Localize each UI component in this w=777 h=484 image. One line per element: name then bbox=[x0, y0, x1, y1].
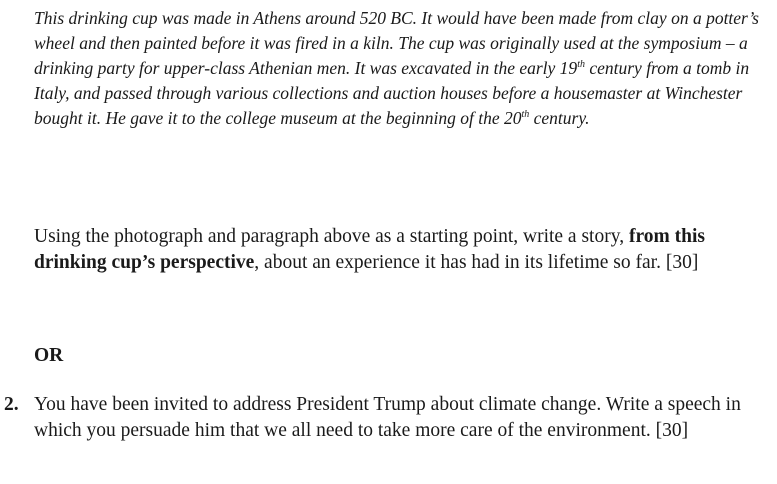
intro-text-part-2: century from a tomb in Italy, and passed through various collections and auction houses before a housemaster at Winchester bought it. He gave it to the college museum at the beginning of the 20 bbox=[34, 58, 750, 128]
intro-superscript-1: th bbox=[577, 59, 585, 71]
question-2 bbox=[4, 392, 764, 444]
prompt-text-before: Using the photograph and paragraph above as a starting point, write a story, bbox=[34, 226, 629, 247]
question-2-text: You have been invited to address President Trump about climate change. Write a speech in which you persuade him that we all need to take more care of the environment. [30] bbox=[34, 394, 741, 441]
or-separator: OR bbox=[34, 345, 64, 366]
intro-text-part-3: century. bbox=[529, 108, 590, 128]
intro-superscript-2: th bbox=[521, 109, 530, 121]
prompt-text-after: , about an experience it has had in its lifetime so far. [30] bbox=[254, 252, 699, 273]
question-2-number: 2. bbox=[4, 394, 19, 415]
intro-text-part-1: This drinking cup was made in Athens around 520 BC. It would have been made from clay on a potter’s wheel and then painted before it was fired in a kiln. The cup was originally used at the symposium – a drinking party for upper-class Athenian men. It was excavated in the early 19 bbox=[34, 8, 759, 78]
prompt-emphasis: from this drinking cup’s perspective bbox=[34, 226, 705, 273]
intro-paragraph bbox=[34, 6, 759, 131]
story-prompt bbox=[34, 224, 759, 276]
